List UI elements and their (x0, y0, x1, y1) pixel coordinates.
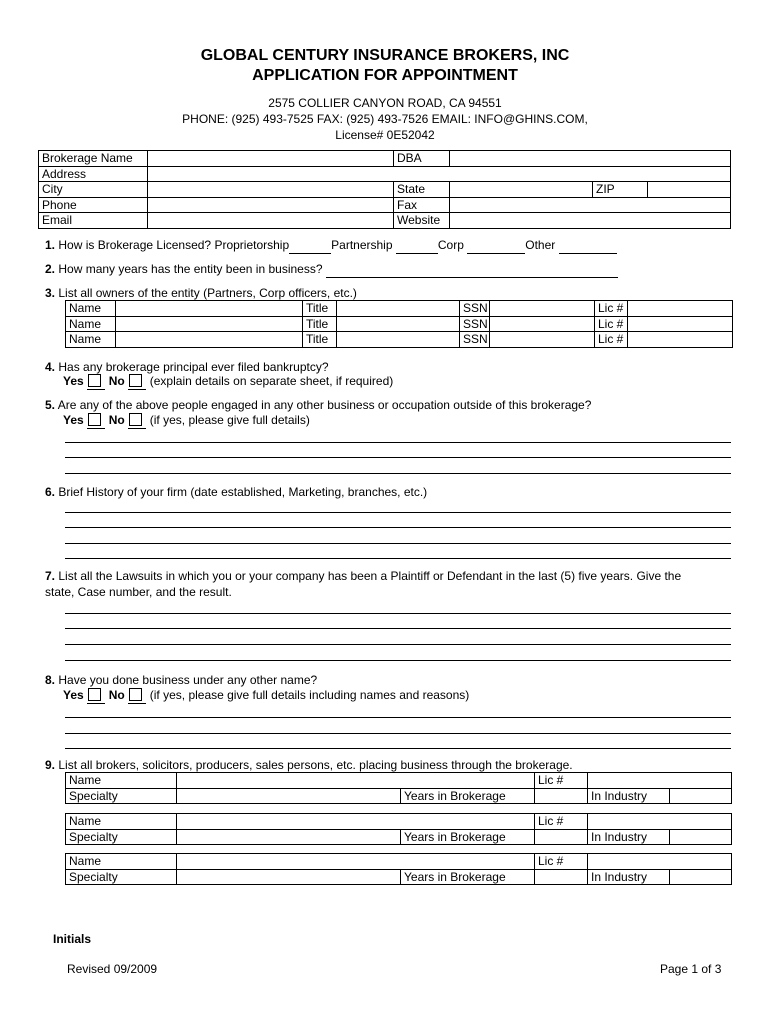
state-label: State (394, 182, 450, 198)
website-field[interactable] (450, 213, 731, 229)
no-checkbox[interactable] (128, 413, 146, 429)
question-3 (45, 286, 357, 301)
question-5-text: Are any of the above people engaged in any other business or occupation outside of this brokerage? (57, 398, 592, 412)
corp-label: Corp (437, 238, 464, 252)
owner-title-field[interactable] (337, 332, 460, 348)
city-label: City (39, 182, 148, 198)
specialty-label: Specialty (66, 829, 177, 845)
owner-row (66, 301, 733, 317)
question-1-text: How is Brokerage Licensed? Proprietorship (58, 238, 290, 252)
yes-checkbox[interactable] (87, 374, 105, 390)
title-label: Title (303, 301, 337, 317)
no-label: No (108, 374, 125, 388)
state-field[interactable] (450, 182, 593, 198)
broker-lic-field[interactable] (588, 814, 732, 830)
broker-industry-field[interactable] (670, 788, 732, 804)
question-7-text: List all the Lawsuits in which you or your company has been a Plaintiff or Defendant in the last (5) five years. Give the (58, 569, 682, 583)
years-label: Years in Brokerage (401, 788, 535, 804)
answer-line[interactable] (65, 473, 731, 474)
question-4-text: Has any brokerage principal ever filed bankruptcy? (58, 360, 329, 374)
owner-title-field[interactable] (337, 301, 460, 317)
specialty-label: Specialty (66, 869, 177, 885)
answer-line[interactable] (65, 717, 731, 718)
name-label: Name (66, 814, 177, 830)
broker-years-field[interactable] (535, 788, 588, 804)
owner-lic-field[interactable] (628, 301, 733, 317)
owner-lic-field[interactable] (628, 332, 733, 348)
broker-table-2 (65, 813, 732, 845)
question-4-note: (explain details on separate sheet, if required) (149, 374, 394, 388)
partnership-blank[interactable] (396, 238, 438, 254)
question-7 (45, 569, 681, 584)
answer-line[interactable] (65, 457, 731, 458)
yes-label: Yes (63, 413, 84, 427)
name-label: Name (66, 301, 116, 317)
address-field[interactable] (148, 166, 731, 182)
company-contact: PHONE: (925) 493-7525 FAX: (925) 493-7526 EMAIL: INFO@GHINS.COM, (182, 112, 588, 126)
broker-specialty-field[interactable] (177, 869, 401, 885)
broker-years-field[interactable] (535, 829, 588, 845)
brokerage-info-table (38, 150, 731, 229)
no-checkbox[interactable] (128, 688, 146, 704)
email-field[interactable] (148, 213, 394, 229)
question-4 (45, 360, 329, 375)
question-8 (45, 673, 317, 688)
form-subtitle: APPLICATION FOR APPOINTMENT (252, 67, 518, 84)
question-number: 4. (45, 360, 56, 374)
partnership-label: Partnership (331, 238, 393, 252)
yes-label: Yes (63, 374, 84, 388)
broker-specialty-field[interactable] (177, 788, 401, 804)
broker-name-field[interactable] (177, 854, 535, 870)
question-8-text: Have you done business under any other name? (58, 673, 318, 687)
lic-label: Lic # (535, 773, 588, 789)
proprietorship-blank[interactable] (289, 238, 331, 254)
owner-row (66, 316, 733, 332)
name-label: Name (66, 773, 177, 789)
broker-specialty-field[interactable] (177, 829, 401, 845)
owner-name-field[interactable] (116, 301, 303, 317)
form-title: GLOBAL CENTURY INSURANCE BROKERS, INC (200, 47, 570, 64)
question-2-text: How many years has the entity been in business? (58, 262, 323, 276)
title-label: Title (303, 332, 337, 348)
brokerage-name-field[interactable] (148, 151, 394, 167)
revised-date: Revised 09/2009 (67, 962, 158, 976)
question-number: 9. (45, 758, 56, 772)
question-8-note: (if yes, please give full details including names and reasons) (149, 688, 470, 702)
industry-label: In Industry (588, 829, 670, 845)
question-1 (45, 238, 617, 254)
broker-table-3 (65, 853, 732, 885)
website-label: Website (394, 213, 450, 229)
broker-lic-field[interactable] (588, 773, 732, 789)
other-label: Other (525, 238, 556, 252)
address-label: Address (39, 166, 148, 182)
no-label: No (108, 688, 125, 702)
answer-line[interactable] (65, 628, 731, 629)
fax-field[interactable] (450, 197, 731, 213)
phone-field[interactable] (148, 197, 394, 213)
owner-ssn-field[interactable] (490, 316, 595, 332)
answer-line[interactable] (65, 748, 731, 749)
owner-ssn-field[interactable] (490, 332, 595, 348)
phone-label: Phone (39, 197, 148, 213)
question-number: 3. (45, 286, 56, 300)
question-9-text: List all brokers, solicitors, producers, sales persons, etc. placing business through the brokerage. (58, 758, 573, 772)
lic-label: Lic # (535, 854, 588, 870)
question-7-continued: state, Case number, and the result. (45, 585, 232, 599)
company-license: License# 0E52042 (335, 128, 435, 142)
broker-name-field[interactable] (177, 814, 535, 830)
question-number: 7. (45, 569, 56, 583)
industry-label: In Industry (588, 869, 670, 885)
question-9 (45, 758, 573, 773)
company-address: 2575 COLLIER CANYON ROAD, CA 94551 (268, 96, 502, 110)
fax-label: Fax (394, 197, 450, 213)
broker-industry-field[interactable] (670, 869, 732, 885)
corp-blank[interactable] (467, 238, 525, 254)
owner-lic-field[interactable] (628, 316, 733, 332)
ssn-label: SSN (460, 316, 490, 332)
name-label: Name (66, 332, 116, 348)
question-number: 5. (45, 398, 56, 412)
question-6-text: Brief History of your firm (date established, Marketing, branches, etc.) (58, 485, 428, 499)
question-5 (45, 398, 591, 413)
no-label: No (108, 413, 125, 427)
yes-checkbox[interactable] (87, 688, 105, 704)
years-in-business-blank[interactable] (326, 262, 618, 278)
years-label: Years in Brokerage (401, 829, 535, 845)
lic-label: Lic # (595, 332, 628, 348)
other-blank[interactable] (559, 238, 617, 254)
question-2 (45, 262, 618, 278)
title-label: Title (303, 316, 337, 332)
answer-line[interactable] (65, 512, 731, 513)
answer-line[interactable] (65, 733, 731, 734)
yes-label: Yes (63, 688, 84, 702)
yes-checkbox[interactable] (87, 413, 105, 429)
question-number: 6. (45, 485, 56, 499)
lic-label: Lic # (595, 301, 628, 317)
brokerage-name-label: Brokerage Name (39, 151, 148, 167)
no-checkbox[interactable] (128, 374, 146, 390)
page-number: Page 1 of 3 (660, 962, 722, 976)
industry-label: In Industry (588, 788, 670, 804)
lic-label: Lic # (535, 814, 588, 830)
question-6 (45, 485, 427, 500)
name-label: Name (66, 316, 116, 332)
question-8-answer (63, 688, 469, 704)
question-3-text: List all owners of the entity (Partners, Corp officers, etc.) (58, 286, 357, 300)
broker-name-field[interactable] (177, 773, 535, 789)
answer-line[interactable] (65, 613, 731, 614)
question-number: 8. (45, 673, 56, 687)
question-5-note: (if yes, please give full details) (149, 413, 310, 427)
answer-line[interactable] (65, 660, 731, 661)
ssn-label: SSN (460, 301, 490, 317)
broker-industry-field[interactable] (670, 829, 732, 845)
owner-ssn-field[interactable] (490, 301, 595, 317)
answer-line[interactable] (65, 527, 731, 528)
email-label: Email (39, 213, 148, 229)
name-label: Name (66, 854, 177, 870)
answer-line[interactable] (65, 543, 731, 544)
question-4-answer (63, 374, 393, 390)
owner-name-field[interactable] (116, 332, 303, 348)
question-number: 2. (45, 262, 56, 276)
dba-label: DBA (394, 151, 450, 167)
answer-line[interactable] (65, 644, 731, 645)
city-field[interactable] (148, 182, 394, 198)
answer-line[interactable] (65, 558, 731, 559)
owner-title-field[interactable] (337, 316, 460, 332)
initials-label: Initials (53, 932, 92, 946)
ssn-label: SSN (460, 332, 490, 348)
lic-label: Lic # (595, 316, 628, 332)
broker-table-1 (65, 772, 732, 804)
specialty-label: Specialty (66, 788, 177, 804)
dba-field[interactable] (450, 151, 731, 167)
answer-line[interactable] (65, 442, 731, 443)
owner-row (66, 332, 733, 348)
question-5-answer (63, 413, 310, 429)
years-label: Years in Brokerage (401, 869, 535, 885)
zip-label: ZIP (593, 182, 648, 198)
zip-field[interactable] (648, 182, 731, 198)
question-number: 1. (45, 238, 56, 252)
broker-years-field[interactable] (535, 869, 588, 885)
owners-table (65, 300, 733, 348)
owner-name-field[interactable] (116, 316, 303, 332)
broker-lic-field[interactable] (588, 854, 732, 870)
